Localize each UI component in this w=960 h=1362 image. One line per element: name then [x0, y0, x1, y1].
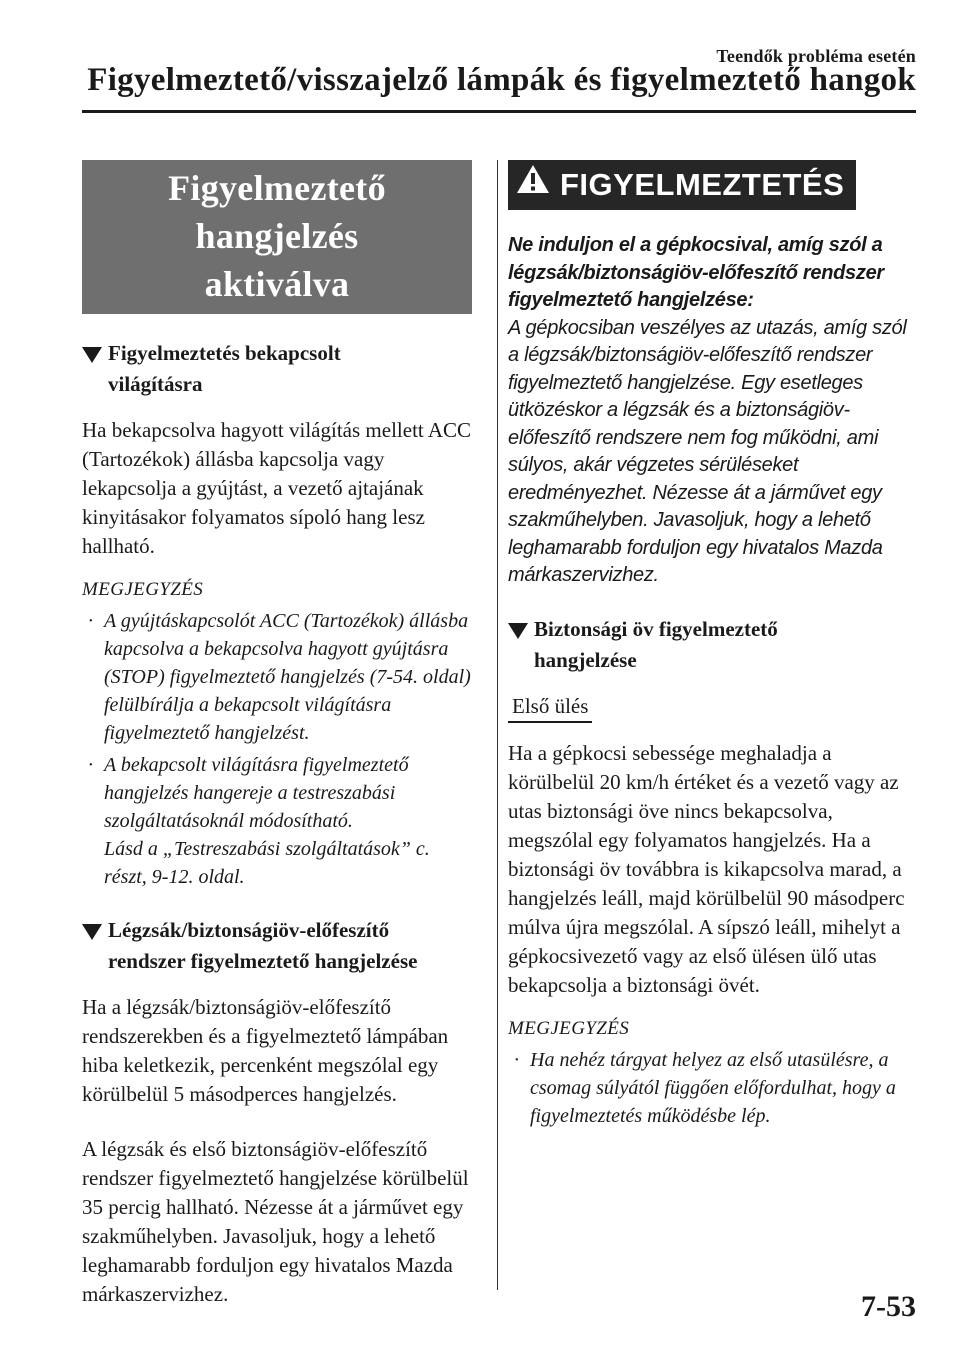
- note-bullet: · Ha nehéz tárgyat helyez az első utasülésre, a csomag súlyától függően előfordulhat, hogy a figyelmeztetés működésbe lép.: [512, 1046, 912, 1130]
- note-heading: MEGJEGYZÉS: [82, 579, 204, 600]
- right-column: [508, 160, 912, 1130]
- front-seat-label: Első ülés: [508, 694, 592, 723]
- bullet-dot-icon: ·: [88, 610, 93, 632]
- page-header-title: Figyelmeztető/visszajelző lámpák és figyelmeztető hangok: [87, 62, 916, 98]
- note-bullet: · A bekapcsolt világításra figyelmeztető hangjelzés hangereje a testreszabási szolgáltatásoknál módosítható. Lásd a „Testreszabási szolgáltatások” c. részt, 9-12. oldal.: [86, 751, 472, 891]
- triangle-down-icon: [82, 347, 102, 363]
- warning-triangle-icon: [516, 159, 550, 209]
- subheading-lights-warning: Figyelmeztetés bekapcsolt világításra: [82, 338, 472, 400]
- subheading-airbag-warning: Légzsák/biztonságiöv-előfeszítő rendszer figyelmeztető hangjelzése: [82, 915, 472, 977]
- paragraph: Ha bekapcsolva hagyott világítás mellett ACC (Tartozékok) állásba kapcsolja vagy lekapcsolja a gyújtást, a vezető ajtajának kinyitásakor folyamatos sípoló hang lesz hallható.: [82, 418, 472, 558]
- paragraph: A légzsák és első biztonságiöv-előfeszítő rendszer figyelmeztető hangjelzése körülbelül 35 percig hallható. Nézesse át a járművet egy szakműhelyben. Javasoljuk, hogy a lehető leghamarabb forduljon egy hivatalos Mazda márkaszervizhez.: [82, 1137, 469, 1306]
- page-number: 7-53: [861, 1290, 916, 1323]
- warning-text: [508, 232, 912, 590]
- note-bullet: · A gyújtáskapcsolót ACC (Tartozékok) állásba kapcsolva a bekapcsolva hagyott gyújtásra (STOP) figyelmeztető hangjelzés (7-54. oldal) felülbírálja a bekapcsolt világításra figyelmeztető hangjelzést.: [86, 607, 472, 747]
- paragraph: Ha a gépkocsi sebessége meghaladja a körülbelül 20 km/h értéket és a vezető vagy az utas biztonsági öve nincs bekapcsolva, megszólal egy folyamatos hangjelzés. Ha a biztonsági öv továbbra is kikapcsolva marad, a hangjelzés leáll, majd körülbelül 90 másodperc múlva újra megszólal. A sípszó leáll, mihelyt a gépkocsivezető vagy az első ülésen ülő utas bekapcsolja a biztonsági övét.: [508, 740, 905, 997]
- section-heading: Figyelmeztető hangjelzés aktiválva: [82, 160, 472, 314]
- triangle-down-icon: [508, 623, 528, 639]
- triangle-down-icon: [82, 924, 102, 940]
- note-heading: MEGJEGYZÉS: [508, 1017, 630, 1039]
- column-divider: [497, 160, 498, 1290]
- warning-banner: FIGYELMEZTETÉS: [508, 160, 856, 210]
- bullet-dot-icon: ·: [514, 1048, 519, 1071]
- paragraph: Ha a légzsák/biztonságiöv-előfeszítő rendszerekben és a figyelmeztető lámpában hiba keletkezik, percenként megszólal egy körülbelül 5 másodperces hangjelzés.: [82, 995, 449, 1106]
- warning-bold-text: Ne induljon el a gépkocsival, amíg szól a légzsák/biztonságiöv-előfeszítő rendszer figyelmeztető hangjelzése:: [508, 234, 884, 311]
- left-column: [82, 160, 472, 1309]
- bullet-dot-icon: ·: [88, 754, 93, 776]
- warning-body: A gépkocsiban veszélyes az utazás, amíg szól a légzsák/biztonságiöv-előfeszítő rendszer figyelmeztető hangjelzése. Egy esetleges ütközéskor a légzsák és a biztonságiöv-előfeszítő rendszere nem fog működni, ami súlyos, akár végzetes sérüléseket eredményezhet. Nézesse át a járművet egy szakműhelyben. Javasoljuk, hogy a lehető leghamarabb forduljon egy hivatalos Mazda márkaszervizhez.: [508, 316, 907, 586]
- chapter-label: Teendők probléma esetén: [716, 46, 916, 66]
- header-rule: [82, 110, 916, 113]
- subheading-seatbelt-warning: Biztonsági öv figyelmeztető hangjelzése: [508, 614, 912, 676]
- page-reference: Lásd a „Testreszabási szolgáltatások” c. részt, 9-12. oldal.: [104, 838, 430, 888]
